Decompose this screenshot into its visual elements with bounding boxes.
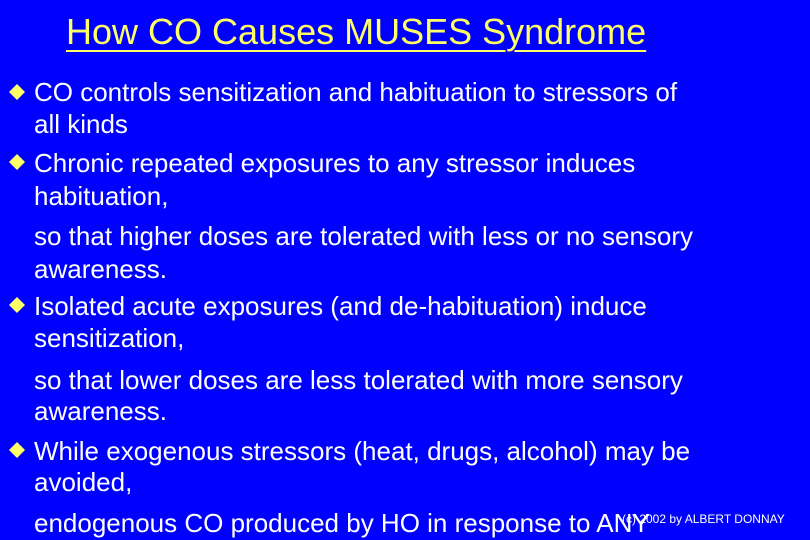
bullet-line: CO controls sensitization and habituation to stressors of bbox=[34, 77, 678, 107]
bullet-line: sensitization, bbox=[34, 323, 185, 353]
bullet-line: awareness. bbox=[34, 254, 167, 284]
bullet-line: so that higher doses are tolerated with less or no sensory bbox=[34, 221, 694, 251]
copyright-footer: (c) 2002 by ALBERT DONNAY bbox=[622, 512, 785, 526]
bullet-line: While exogenous stressors (heat, drugs, alcohol) may be bbox=[34, 436, 691, 466]
diamond-bullet-icon bbox=[8, 441, 26, 459]
bullet-line: avoided, bbox=[34, 467, 133, 497]
bullet-line: all kinds bbox=[34, 109, 128, 139]
bullet-line: so that lower doses are less tolerated with more sensory bbox=[34, 365, 683, 395]
bullet-line: Chronic repeated exposures to any stressor induces bbox=[34, 148, 636, 178]
diamond-bullet-icon bbox=[8, 83, 26, 101]
bullet-line: awareness. bbox=[34, 396, 167, 426]
bullet-line: endogenous CO produced by HO in response to ANY bbox=[34, 508, 650, 538]
diamond-bullet-icon bbox=[8, 296, 26, 314]
diamond-bullet-icon bbox=[8, 153, 26, 171]
bullet-line: Isolated acute exposures (and de-habituation) induce bbox=[34, 291, 647, 321]
slide-title: How CO Causes MUSES Syndrome bbox=[66, 11, 647, 52]
bullet-line: habituation, bbox=[34, 181, 169, 211]
